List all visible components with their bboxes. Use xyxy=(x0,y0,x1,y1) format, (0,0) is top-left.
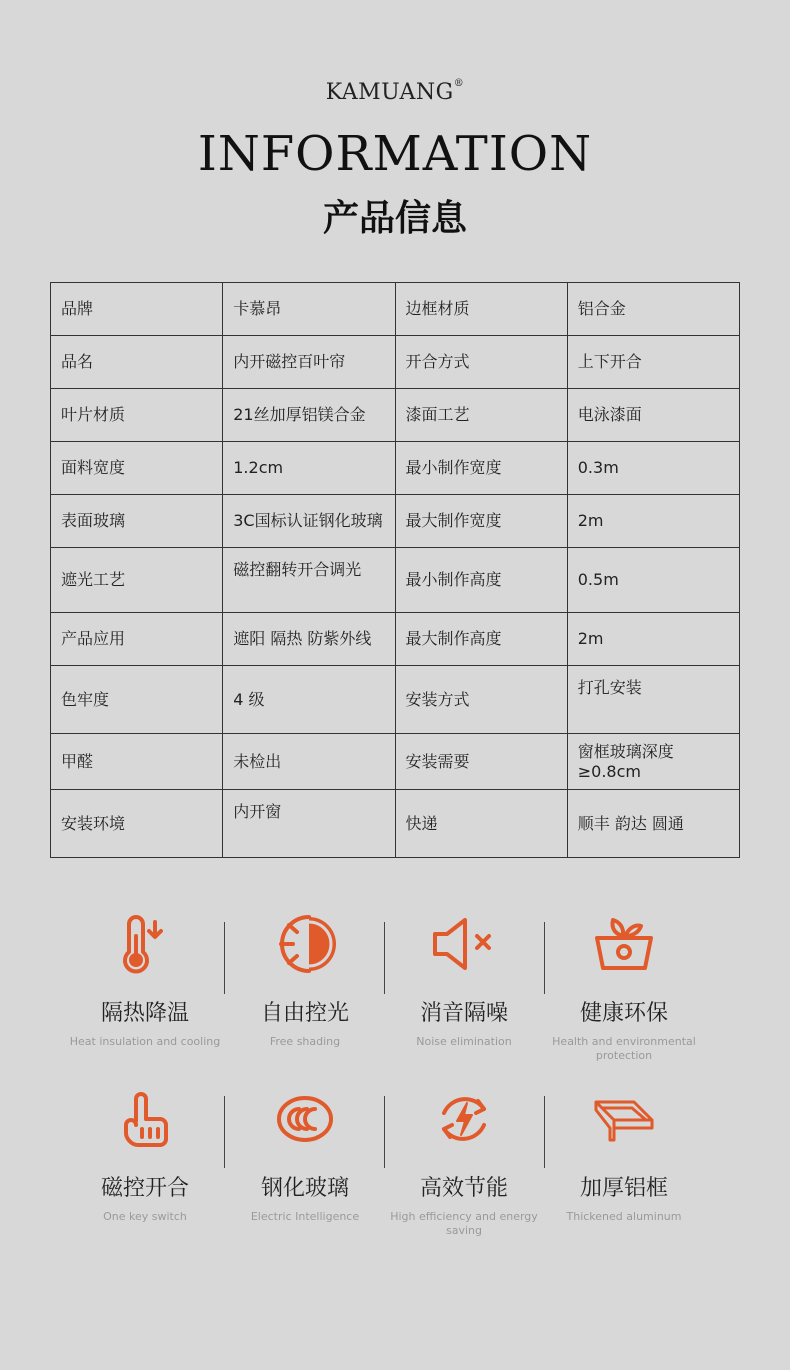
feature-heat-insulation xyxy=(65,912,225,1049)
feature-subtitle: Noise elimination xyxy=(416,1035,512,1048)
feature-title: 磁控开合 xyxy=(100,1176,189,1201)
feature-subtitle: Health and environmental protection xyxy=(552,1035,696,1062)
feature-title: 隔热降温 xyxy=(100,1001,189,1026)
table-row xyxy=(51,283,740,336)
table-cell: 品名 xyxy=(51,336,223,389)
table-cell: 安装方式 xyxy=(395,666,567,734)
table-cell: 产品应用 xyxy=(51,613,223,666)
table-cell: 最大制作宽度 xyxy=(395,495,567,548)
finger-touch-icon xyxy=(65,1087,225,1151)
table-row xyxy=(51,336,740,389)
table-cell: 漆面工艺 xyxy=(395,389,567,442)
table-cell: 面料宽度 xyxy=(51,442,223,495)
title-english: INFORMATION xyxy=(197,126,593,182)
feature-subtitle: High efficiency and energy saving xyxy=(390,1210,538,1237)
sun-shade-icon xyxy=(225,912,385,976)
speaker-mute-icon xyxy=(384,912,544,976)
table-cell: 1.2cm xyxy=(223,442,395,495)
table-row xyxy=(51,613,740,666)
table-cell: 遮光工艺 xyxy=(51,548,223,613)
table-cell: 叶片材质 xyxy=(51,389,223,442)
table-cell: 打孔安装 xyxy=(567,666,739,734)
table-cell: 2m xyxy=(567,613,739,666)
table-cell: 上下开合 xyxy=(567,336,739,389)
table-cell: 21丝加厚铝镁合金 xyxy=(223,389,395,442)
energy-cycle-icon xyxy=(384,1087,544,1151)
table-row xyxy=(51,790,740,858)
table-cell: 最小制作高度 xyxy=(395,548,567,613)
feature-title: 自由控光 xyxy=(260,1001,349,1026)
registered-mark: ® xyxy=(453,78,465,89)
brand-logo xyxy=(0,80,790,105)
eco-basket-icon xyxy=(544,912,704,976)
table-cell: 最大制作高度 xyxy=(395,613,567,666)
table-row xyxy=(51,495,740,548)
table-row xyxy=(51,442,740,495)
table-cell: 表面玻璃 xyxy=(51,495,223,548)
feature-one-key-switch xyxy=(65,1087,225,1224)
feature-subtitle: Heat insulation and cooling xyxy=(69,1035,221,1048)
feature-title: 钢化玻璃 xyxy=(260,1176,349,1201)
table-cell: 开合方式 xyxy=(395,336,567,389)
feature-title: 高效节能 xyxy=(419,1176,508,1201)
table-cell: 磁控翻转开合调光 xyxy=(223,548,395,613)
table-row xyxy=(51,734,740,790)
feature-title: 加厚铝框 xyxy=(579,1176,668,1201)
feature-title: 健康环保 xyxy=(579,1001,668,1026)
table-cell: 品牌 xyxy=(51,283,223,336)
feature-eco xyxy=(544,912,704,1063)
feature-subtitle: Free shading xyxy=(269,1035,341,1048)
table-cell: 3C国标认证钢化玻璃 xyxy=(223,495,395,548)
table-row xyxy=(51,666,740,734)
table-cell: 电泳漆面 xyxy=(567,389,739,442)
table-cell: 内开窗 xyxy=(223,790,395,858)
table-cell: 边框材质 xyxy=(395,283,567,336)
table-cell: 安装环境 xyxy=(51,790,223,858)
feature-subtitle: Thickened aluminum xyxy=(566,1210,682,1223)
aluminum-frame-icon xyxy=(544,1087,704,1151)
table-cell: 安装需要 xyxy=(395,734,567,790)
feature-subtitle: Electric Intelligence xyxy=(250,1210,360,1223)
table-cell: 最小制作宽度 xyxy=(395,442,567,495)
table-cell: 色牢度 xyxy=(51,666,223,734)
table-cell: 2m xyxy=(567,495,739,548)
table-cell: 快递 xyxy=(395,790,567,858)
table-row xyxy=(51,389,740,442)
feature-energy-saving xyxy=(384,1087,544,1238)
feature-title: 消音隔噪 xyxy=(419,1001,508,1026)
brand-name: KAMUANG xyxy=(325,80,454,105)
ccc-certification-icon xyxy=(225,1087,385,1151)
table-cell: 顺丰 韵达 圆通 xyxy=(567,790,739,858)
table-row xyxy=(51,548,740,613)
feature-noise-elimination xyxy=(384,912,544,1049)
feature-free-shading xyxy=(225,912,385,1049)
table-cell: 窗框玻璃深度≥0.8cm xyxy=(567,734,739,790)
feature-tempered-glass xyxy=(225,1087,385,1224)
thermometer-icon xyxy=(65,912,225,976)
table-cell: 甲醛 xyxy=(51,734,223,790)
table-cell: 遮阳 隔热 防紫外线 xyxy=(223,613,395,666)
table-cell: 0.3m xyxy=(567,442,739,495)
feature-aluminum-frame xyxy=(544,1087,704,1224)
spec-table xyxy=(50,282,740,858)
table-cell: 铝合金 xyxy=(567,283,739,336)
table-cell: 内开磁控百叶帘 xyxy=(223,336,395,389)
table-cell: 未检出 xyxy=(223,734,395,790)
table-cell: 卡慕昂 xyxy=(223,283,395,336)
table-cell: 0.5m xyxy=(567,548,739,613)
feature-subtitle: One key switch xyxy=(103,1210,187,1223)
title-chinese: 产品信息 xyxy=(322,198,467,239)
table-cell: 4 级 xyxy=(223,666,395,734)
